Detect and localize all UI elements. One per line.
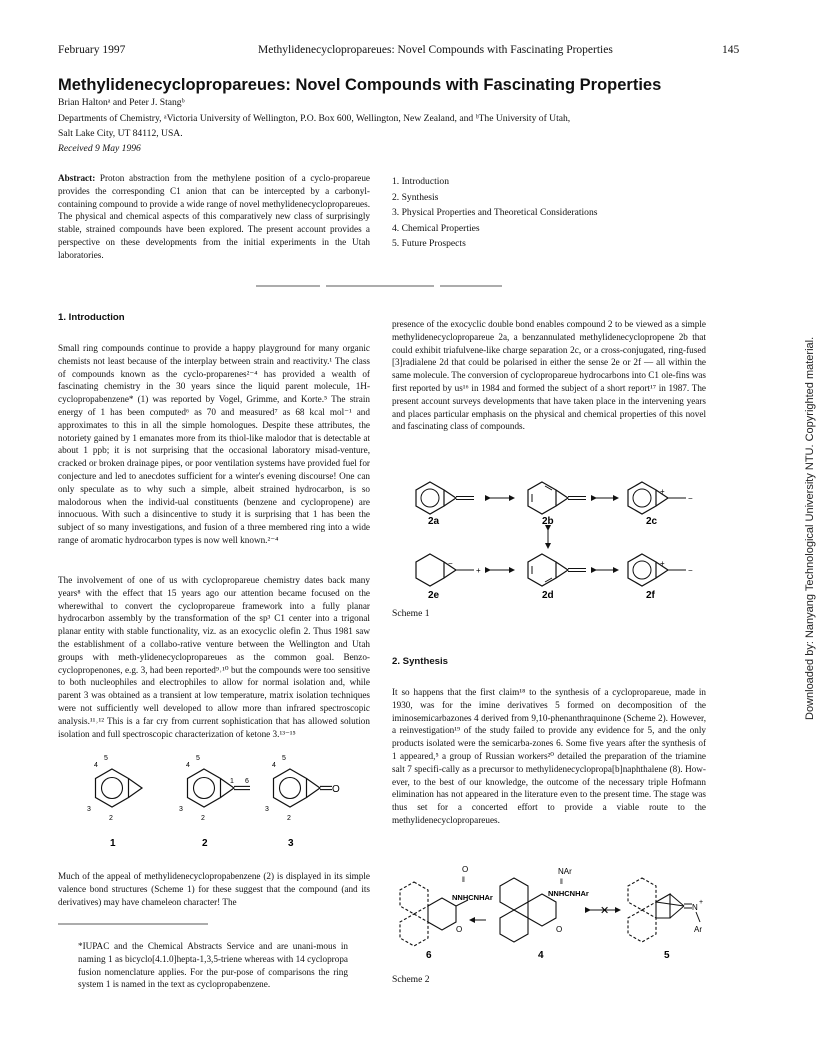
download-watermark — [804, 336, 816, 720]
svg-text:+: + — [660, 559, 665, 568]
compounds-1-2-3-figure — [86, 750, 376, 852]
header-date: February 1997 — [58, 44, 126, 56]
group-label: Ar — [694, 925, 702, 934]
position-label: 3 — [179, 806, 183, 813]
group-label: O — [456, 925, 463, 934]
position-label: 5 — [196, 755, 200, 762]
structure-2e — [416, 554, 481, 586]
position-label: 5 — [104, 755, 108, 762]
affiliation-line-1: Departments of Chemistry, ᵃVictoria University of Wellington, P.O. Box 600, Wellington, New Zealand, and ᵇThe University of Utah, — [58, 113, 571, 124]
svg-text:‖: ‖ — [462, 877, 465, 884]
toc-item[interactable]: 3. Physical Properties and Theoretical Considerations — [392, 207, 598, 219]
compound-label: 3 — [288, 838, 294, 849]
position-label: 2 — [109, 815, 113, 822]
scheme-2-figure — [392, 860, 708, 960]
scheme-1-label: 2f — [646, 590, 655, 601]
toc-item[interactable]: 4. Chemical Properties — [392, 222, 480, 234]
section-1-paragraph: The involvement of one of us with cyclopropareue chemistry dates back many years⁸ with the effect that 15 years ago our attention became focused on the wherewithal to convert the cyclopropareue framework into a fully planar hydrocarbon assembly by the transformation of the sp³ C1 center into a trigonal planar entity with stable functionality, viz. as an exocyclic olefin 2. Thus 1981 saw the establishment of a collabo-rative venture between the Wellington and Utah groups with meth-ylidenecyclopropareues as the common goal. Benzo-cyclopropenones, e.g. 3, had been reported⁹˒¹⁰ but the compounds were too sensitive to both nucleophiles and electrophiles to allow for normal isolation and, while parent 3 was obtained as a transient at low temperature, matrix isolation techniques were not sufficiently well developed to allow more than infrared spectroscopic analysis.¹¹˒¹² This is a far cry from current sophistication that has allowed solution isolation and full spectroscopic characterization of ketone 3.¹³⁻¹⁵ — [58, 575, 370, 739]
position-label: 4 — [186, 762, 190, 769]
authors: Brian Haltonᵃ and Peter J. Stangᵇ — [58, 97, 185, 108]
carbonyl-oxygen: O — [332, 784, 340, 795]
scheme-2-label: 4 — [538, 950, 544, 960]
structure-2c — [628, 482, 693, 514]
compound-label: 2 — [202, 838, 208, 849]
right-column-paragraph: presence of the exocyclic double bond enables compound 2 to be viewed as a simple methylidenecyclopropareue 2a, a benzannulated methylidenecyclopropene 2b that could exhibit triafulvene-like charge separation 2c, or a cross-conjugated, ring-fused [3]radialene 2d that could be polarised in either the sense 2e or 2f — all within the same molecule. The conversion of cyclopropareue hydrocarbons into C1 ole-fins was first reported by us¹⁶ in 1984 and formed the subject of a short report¹⁷ in 1987. The present account surveys developments that have taken place in the intervening years and places particular emphasis on the physical and chemical properties of this novel and fascinating class of compounds. — [392, 319, 706, 432]
footnote-rule — [58, 922, 218, 926]
footnote: *IUPAC and the Chemical Abstracts Service and are unani-mous in naming 1 as bicyclo[4.1.0]hepta-1,3,5-triene whereas with 14 cyclopropa fusion nomenclature applies. For the pur-pose of comparisons the ring system 1 is named in the text as cyclopropabenzene. — [78, 941, 348, 990]
structure-2d — [528, 554, 586, 586]
scheme-1-label: 2e — [428, 590, 440, 601]
section-2-heading: 2. Synthesis — [392, 656, 448, 667]
group-label: O — [556, 925, 563, 934]
toc-item[interactable]: 2. Synthesis — [392, 191, 439, 203]
position-label: 1 — [230, 778, 234, 785]
scheme-1-caption: Scheme 1 — [392, 608, 430, 619]
position-label: 4 — [94, 762, 98, 769]
section-1-paragraph: Much of the appeal of methylidenecyclopropabenzene (2) is displayed in its simple valence bond structures (Scheme 1) for these suggest that the compound (and its derivatives) may have chameleon character! The — [58, 871, 370, 907]
scheme-2-caption: Scheme 2 — [392, 974, 430, 985]
position-label: 2 — [201, 815, 205, 822]
compound-label: 1 — [110, 838, 116, 849]
abstract-text: Proton abstraction from the methylene position of a cyclo-propareue provides the corresponding C1 anion that can be intercepted by a carbonyl-containing compound to provide a wide range of novel methylidenecyclopropareues. The physical and chemical aspects of this comparatively new class of surprisingly stable, strained compounds have been explored. The present account provides a perspective on these developments from the initial experiments in the Utah laboratories. — [58, 173, 371, 260]
position-label: 4 — [272, 762, 276, 769]
section-1-heading: 1. Introduction — [58, 312, 125, 323]
compound-2-structure — [188, 769, 251, 807]
group-label: NNHCNHAr — [548, 889, 589, 898]
svg-text:‖: ‖ — [560, 879, 563, 886]
svg-text:✕: ✕ — [600, 905, 610, 917]
svg-text:+: + — [476, 566, 481, 575]
structure-4 — [500, 867, 589, 942]
structure-2f — [628, 554, 693, 586]
toc-item[interactable]: 1. Introduction — [392, 176, 450, 187]
position-label: 6 — [245, 778, 249, 785]
scheme-1-figure — [392, 470, 708, 610]
article-title: Methylidenecyclopropareues: Novel Compounds with Fascinating Properties — [58, 76, 662, 94]
position-label: 5 — [282, 755, 286, 762]
header-running-title: Methylidenecyclopropareues: Novel Compounds with Fascinating Properties — [258, 44, 613, 56]
group-label: NAr — [558, 867, 572, 876]
compound-1-structure — [96, 769, 143, 807]
scheme-2-label: 6 — [426, 950, 432, 960]
structure-5 — [628, 878, 703, 942]
structure-2a — [416, 482, 474, 514]
section-1-paragraph: Small ring compounds continue to provide a happy playground for many organic chemists not least because of the interplay between strain and reactivity.¹ The class of compounds known as the cyclo-proparenes²⁻⁴ has provided a wealth of fascinating chemistry in the 30 years since the liquid parent molecule, 1H-cyclopropabenzene* (1) was reported by Vogel, Grimme, and Korte.⁵ The strain energy of 1 has been computed⁶ as 70 and measured⁷ as 68 kcal mol⁻¹ and approximates to this in all the simple homologues. Despite these attributes, the notoriety gained by 1 emanates more from its thiol-like malodor that is detectable at about 1 ppb; it is not surprising that the occasional laboratory misad-venture, cracked or broken drainage pipes, or poor ventilation systems have provided fuel for conjecture and led to anecdotes sufficient for a winter's evening discourse! One can only speculate as to why such a simple, albeit strained hydrocarbon, is so malodorous when the individ-ual constituents (benzene and cyclopropene) are innocuous. With such a disincentive to study it is surprising that 1 has been the subject of so many investigations, and fusion of a three membered ring into a wide range of aromatic hydrocarbon types is now well known.²⁻⁴ — [58, 343, 370, 545]
svg-text:−: − — [688, 566, 693, 575]
group-label: N — [692, 903, 698, 912]
scheme-1-label: 2d — [542, 590, 554, 601]
toc-item[interactable]: 5. Future Prospects — [392, 238, 466, 250]
abstract-label: Abstract: — [58, 173, 96, 183]
scheme-2-label: 5 — [664, 950, 670, 960]
structure-2b — [528, 482, 586, 514]
group-label: O — [462, 865, 469, 874]
group-label: + — [699, 899, 704, 906]
group-label: NNHCNHAr — [452, 893, 493, 902]
affiliation-line-2: Salt Lake City, UT 84112, USA. — [58, 128, 183, 139]
scheme-1-label: 2c — [646, 516, 658, 527]
position-label: 2 — [287, 815, 291, 822]
section-divider — [256, 284, 506, 288]
scheme-1-label: 2a — [428, 516, 440, 527]
header-page-number: 145 — [722, 44, 740, 56]
svg-text:+: + — [660, 487, 665, 496]
position-label: 3 — [87, 806, 91, 813]
structure-6 — [400, 865, 493, 946]
download-watermark-text: Downloaded by: Nanyang Technological University NTU. Copyrighted material. — [804, 336, 816, 720]
abstract — [58, 172, 370, 262]
position-label: 3 — [265, 806, 269, 813]
compound-3-structure — [274, 769, 333, 807]
svg-text:−: − — [688, 494, 693, 503]
right-column-paragraph: It so happens that the first claim¹⁸ to the synthesis of a cyclopropareue, made in 1930, was for the imine derivatives 5 formed on decomposition of the iminosemicarbazones 4 derived from 9,10-phenanthraquinone (Scheme 2). However, a reinvestigation¹⁹ of the study failed to provide any evidence for 5, and the only products isolated were the semicarba-zones 6. Some five years after the synthesis of 1 appeared,⁵ a group of Russian workers²⁰ detailed the preparation of the triamine salt 7 specifi-cally as a precursor to methylidenecyclopropa[b]naphthalene (8). How-ever, to the best of our knowledge, the outcome of the necessary triple Hofmann elimination has not appeared in the literature even to the present time. The stage was thus set for a concerted effort to provide a viable route to the methylidenecyclopropareues. — [392, 687, 706, 825]
received-date: Received 9 May 1996 — [58, 143, 141, 154]
table-of-contents — [392, 174, 598, 252]
svg-text:−: − — [448, 559, 453, 568]
scheme-1-label: 2b — [542, 516, 554, 527]
